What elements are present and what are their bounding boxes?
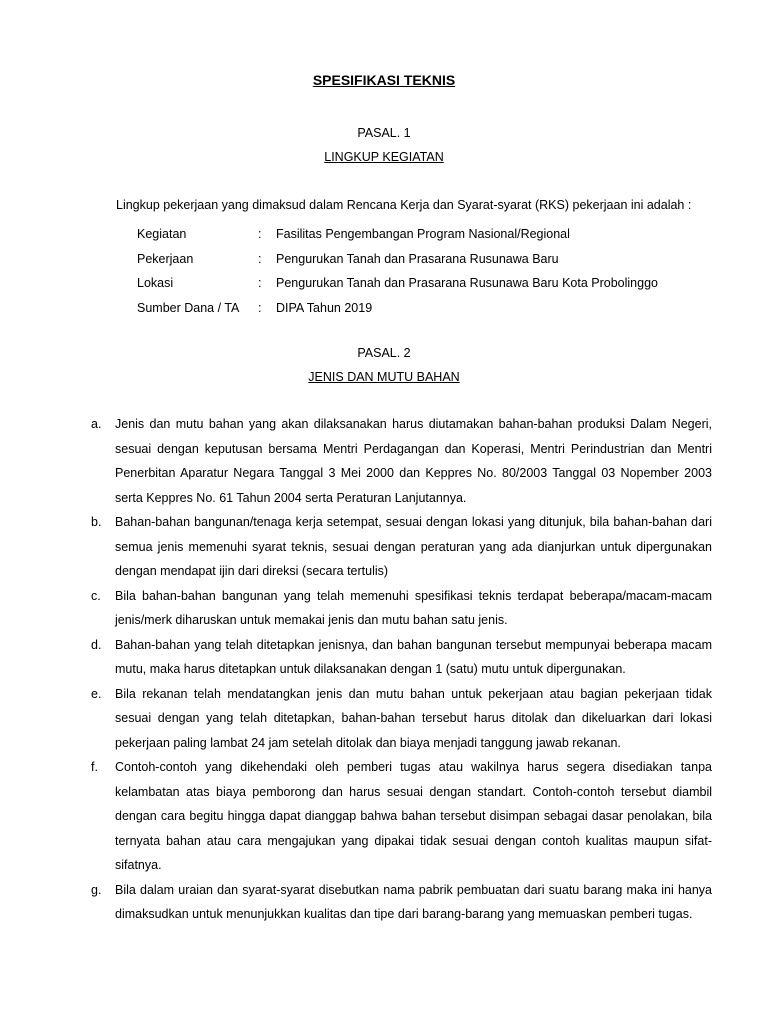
list-item-text: Bila bahan-bahan bangunan yang telah memenuhi spesifikasi teknis terdapat beberapa/macam-macam jenis/merk diharuskan untuk memakai jenis dan mutu bahan satu jenis. (115, 588, 712, 627)
list-item-e (91, 682, 712, 756)
list-item-text: Bahan-bahan yang telah ditetapkan jenisnya, dan bahan bangunan tersebut mempunyai beberapa macam mutu, maka harus ditetapkan untuk dilaksanakan dengan 1 (satu) mutu untuk dipergunakan. (115, 637, 712, 676)
scope-value: Fasilitas Pengembangan Program Nasional/Regional (276, 227, 570, 242)
scope-colon: : (258, 251, 262, 266)
pasal-1-subheading-text: LINGKUP KEGIATAN (324, 150, 444, 164)
scope-intro: Lingkup pekerjaan yang dimaksud dalam Rencana Kerja dan Syarat-syarat (RKS) pekerjaan ini adalah : (116, 198, 692, 212)
list-item-text: Bila rekanan telah mendatangkan jenis dan mutu bahan untuk pekerjaan atau bagian pekerjaan tidak sesuai dengan yang telah ditetapkan, bahan-bahan tersebut harus ditolak dan dikeluarkan dari lokasi pekerjaan paling lambat 24 jam setelah ditolak dan biaya menjadi tanggung jawab rekanan. (115, 686, 712, 750)
scope-key: Kegiatan (137, 227, 187, 242)
list-item-text: Jenis dan mutu bahan yang akan dilaksanakan harus diutamakan bahan-bahan produksi Dalam Negeri, sesuai dengan keputusan bersama Mentri Perdagangan dan Koperasi, Mentri Perindustrian dan Mentri Penerbitan Aparatur Negara Tanggal 3 Mei 2000 dan Keppres No. 80/2003 Tanggal 03 Nopember 2003 serta Keppres No. 61 Tahun 2004 serta Peraturan Lanjutannya. (115, 417, 712, 505)
list-item-letter: b. (91, 515, 102, 529)
scope-table (137, 222, 658, 320)
scope-key: Pekerjaan (137, 251, 194, 266)
scope-value: Pengurukan Tanah dan Prasarana Rusunawa Baru (276, 251, 559, 266)
scope-colon: : (258, 300, 262, 315)
list-item-letter: d. (91, 637, 102, 652)
list-item-letter: a. (91, 417, 102, 431)
list-item-letter: f. (91, 760, 98, 774)
scope-colon: : (258, 276, 262, 291)
scope-row-kegiatan (137, 222, 658, 247)
scope-row-pekerjaan (137, 247, 658, 272)
scope-value: Pengurukan Tanah dan Prasarana Rusunawa Baru Kota Probolinggo (276, 276, 658, 291)
list-item-text: Contoh-contoh yang dikehendaki oleh pemberi tugas atau wakilnya harus segera disediakan tanpa kelambatan atas biaya pemborong dan harus sesuai dengan standart. Contoh-contoh tersebut diambil dengan cara begitu hingga dapat dianggap bahwa bahan tersebut disimpan sebagai dasar penolakan, bila ternyata bahan atau cara mengajukan yang dipakai tidak sesuai dengan contoh kualitas maupun sifat-sifatnya. (115, 760, 712, 872)
scope-value: DIPA Tahun 2019 (276, 300, 373, 315)
pasal-2-subheading (0, 370, 768, 384)
list-item-text: Bahan-bahan bangunan/tenaga kerja setempat, sesuai dengan lokasi yang ditunjuk, bila bahan-bahan dari semua jenis memenuhi syarat teknis, sesuai dengan peraturan yang ada dianjurkan untuk dipergunakan dengan mendapat ijin dari direksi (secara tertulis) (115, 515, 712, 578)
list-item-c (91, 584, 712, 633)
scope-colon: : (258, 227, 262, 242)
list-item-g (91, 878, 712, 927)
scope-row-sumber-dana (137, 296, 658, 321)
pasal-2-heading: PASAL. 2 (357, 346, 411, 360)
pasal-1-subheading (0, 150, 768, 164)
material-requirements-list (91, 412, 712, 927)
list-item-f (91, 755, 712, 878)
scope-key: Lokasi (137, 276, 174, 291)
list-item-text: Bila dalam uraian dan syarat-syarat disebutkan nama pabrik pembuatan dari suatu barang maka ini hanya dimaksudkan untuk menunjukkan kualitas dan tipe dari barang-barang yang memuaskan pemberi tugas. (115, 882, 712, 921)
list-item-letter: c. (91, 588, 101, 603)
list-item-a (91, 412, 712, 510)
document-title: SPESIFIKASI TEKNIS (312, 72, 456, 88)
list-item-d (91, 633, 712, 682)
scope-row-lokasi (137, 271, 658, 296)
scope-key: Sumber Dana / TA (137, 300, 240, 315)
list-item-letter: g. (91, 882, 102, 897)
pasal-1-heading: PASAL. 1 (357, 126, 411, 140)
list-item-letter: e. (91, 686, 102, 701)
list-item-b (91, 510, 712, 584)
pasal-2-subheading-text: JENIS DAN MUTU BAHAN (308, 370, 460, 384)
